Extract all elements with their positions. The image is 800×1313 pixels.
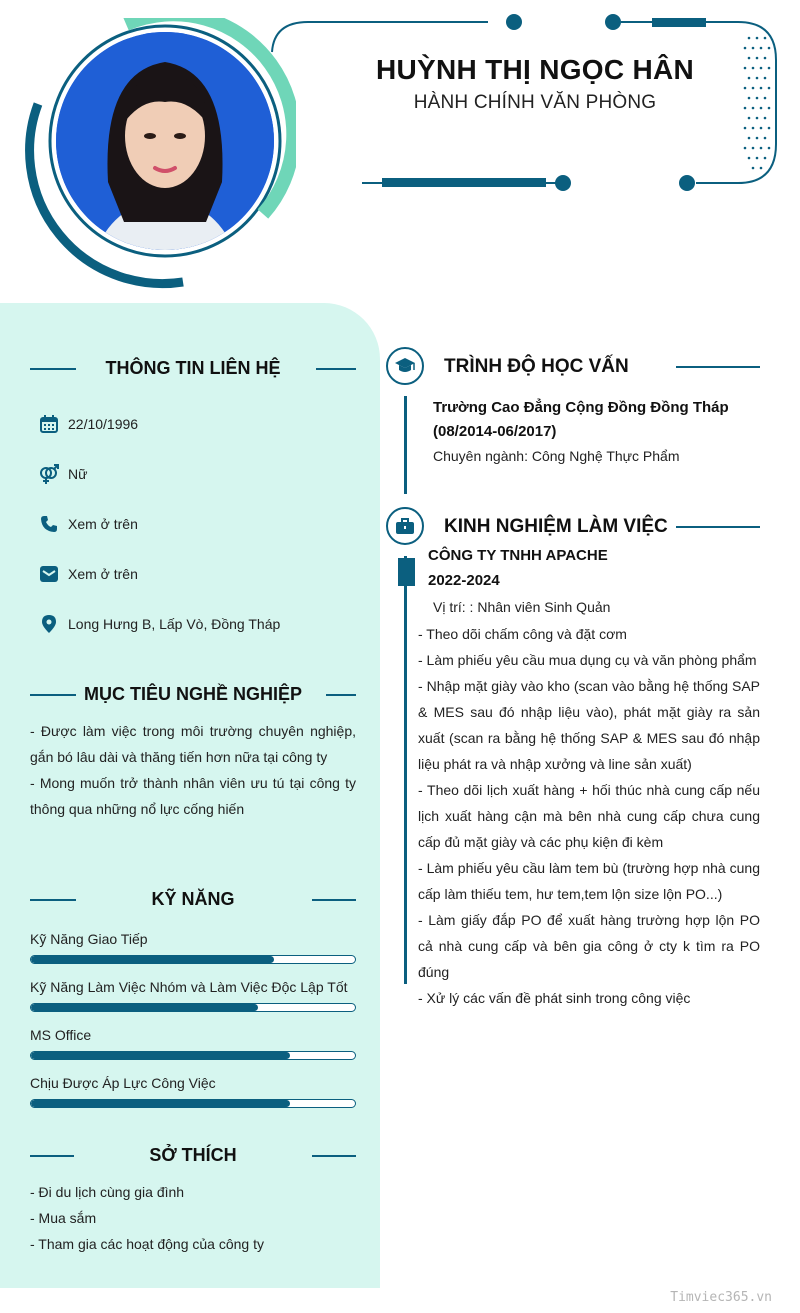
phone-icon (38, 513, 60, 535)
graduation-cap-icon (386, 347, 424, 385)
contact-section-title: THÔNG TIN LIÊN HỆ (105, 358, 281, 378)
hobbies-section-title: SỞ THÍCH (149, 1145, 237, 1165)
skills-section-title: KỸ NĂNG (151, 889, 235, 909)
job-duties (418, 621, 760, 1011)
education-section-header (386, 347, 760, 387)
duty-item: - Theo dõi lịch xuất hàng + hối thúc nhà cung cấp nếu lịch xuất hàng cận mà bên nhà cung cấp chưa cung cấp đủ mặt giày và các phụ kiện đi kèm (418, 782, 760, 850)
experience-timeline (404, 556, 407, 984)
experience-section-header (386, 507, 760, 547)
contact-phone (38, 512, 138, 536)
phone-value: Xem ở trên (68, 516, 138, 532)
birthday-value: 22/10/1996 (68, 416, 139, 432)
skill-name: Chịu Được Áp Lực Công Việc (30, 1075, 216, 1091)
contact-gender (38, 462, 87, 486)
hobby-item: - Mua sắm (30, 1210, 97, 1226)
skill-bar-fill (31, 1052, 290, 1059)
gender-value: Nữ (68, 466, 88, 482)
objective-line-2: - Mong muốn trở thành nhân viên ưu tú tại công ty thông qua những nổ lực cống hiến (30, 775, 356, 817)
education-section-title: TRÌNH ĐỘ HỌC VẤN (444, 356, 629, 377)
skill-bar (30, 1099, 356, 1108)
hobby-item: - Đi du lịch cùng gia đình (30, 1184, 185, 1200)
objective-line-1: - Được làm việc trong môi trường chuyên nghiệp, gắn bó lâu dài và thăng tiến hơn nữa tại công ty (30, 723, 356, 765)
duty-item: - Xử lý các vấn đề phát sinh trong công việc (418, 990, 691, 1006)
duty-item: - Làm giấy đắp PO để xuất hàng trường hợp lộn PO cả nhà cung cấp và bên gia công ở cty k tìm ra PO đúng (418, 912, 760, 980)
school-name: Trường Cao Đẳng Cộng Đồng Đồng Tháp (433, 399, 729, 416)
candidate-name: HUỲNH THỊ NGỌC HÂN (375, 54, 695, 85)
objective-section-title: MỤC TIÊU NGHỀ NGHIỆP (83, 684, 302, 704)
location-icon (38, 613, 60, 635)
job-role: Vị trí: : Nhân viên Sinh Quản (433, 599, 611, 615)
hobbies-section-header (30, 1143, 356, 1169)
skill-bar (30, 1051, 356, 1060)
education-timeline (404, 396, 407, 494)
contact-email (38, 562, 138, 586)
contact-section-header (30, 356, 356, 382)
contact-address (38, 612, 280, 636)
duty-item: - Làm phiếu yêu cầu làm tem bù (trường hợp nhà cung cấp làm thiếu tem, hư tem,tem lộn size lộn PO...) (418, 860, 760, 902)
school-period: (08/2014-06/2017) (433, 423, 557, 440)
contact-birthday (38, 412, 138, 436)
hobby-item: - Tham gia các hoạt động của công ty (30, 1236, 264, 1252)
job-period: 2022-2024 (428, 572, 500, 589)
duty-item: - Theo dõi chấm công và đặt cơm (418, 626, 627, 642)
job-company: CÔNG TY TNHH APACHE (428, 547, 608, 564)
duty-item: - Nhập mặt giày vào kho (scan vào bằng hệ thống SAP & MES sau đó nhập liệu vào), phát mặt giày ra sản xuất (scan ra bằng hệ thống SAP & MES sau đó nhập liệu phát ra và nhập xưởng và line sản xuất) (418, 678, 760, 772)
calendar-icon (38, 413, 60, 435)
skill-bar (30, 1003, 356, 1012)
skill-bar (30, 955, 356, 964)
duty-item: - Làm phiếu yêu cầu mua dụng cụ và văn phòng phẩm (418, 652, 757, 668)
education-major: Chuyên ngành: Công Nghệ Thực Phẩm (433, 448, 680, 464)
experience-marker (398, 558, 415, 586)
skills-section-header (30, 887, 356, 913)
experience-section-title: KINH NGHIỆM LÀM VIỆC (444, 516, 668, 537)
skill-bar-fill (31, 956, 274, 963)
skill-name: Kỹ Năng Làm Việc Nhóm và Làm Việc Độc Lập Tốt (30, 979, 348, 995)
profile-photo (56, 32, 274, 250)
skill-name: Kỹ Năng Giao Tiếp (30, 931, 148, 947)
email-value: Xem ở trên (68, 566, 138, 582)
gender-icon (38, 463, 60, 485)
objective-section-header (30, 682, 356, 708)
skill-bar-fill (31, 1100, 290, 1107)
skill-bar-fill (31, 1004, 258, 1011)
watermark: Timviec365.vn (670, 1290, 772, 1305)
education-school (433, 396, 763, 444)
email-icon (38, 563, 60, 585)
address-value: Long Hưng B, Lấp Vò, Đồng Tháp (68, 616, 281, 632)
profile-photo-frame (18, 18, 296, 290)
candidate-position: HÀNH CHÍNH VĂN PHÒNG (413, 92, 657, 113)
briefcase-icon (386, 507, 424, 545)
skill-name: MS Office (30, 1027, 92, 1043)
